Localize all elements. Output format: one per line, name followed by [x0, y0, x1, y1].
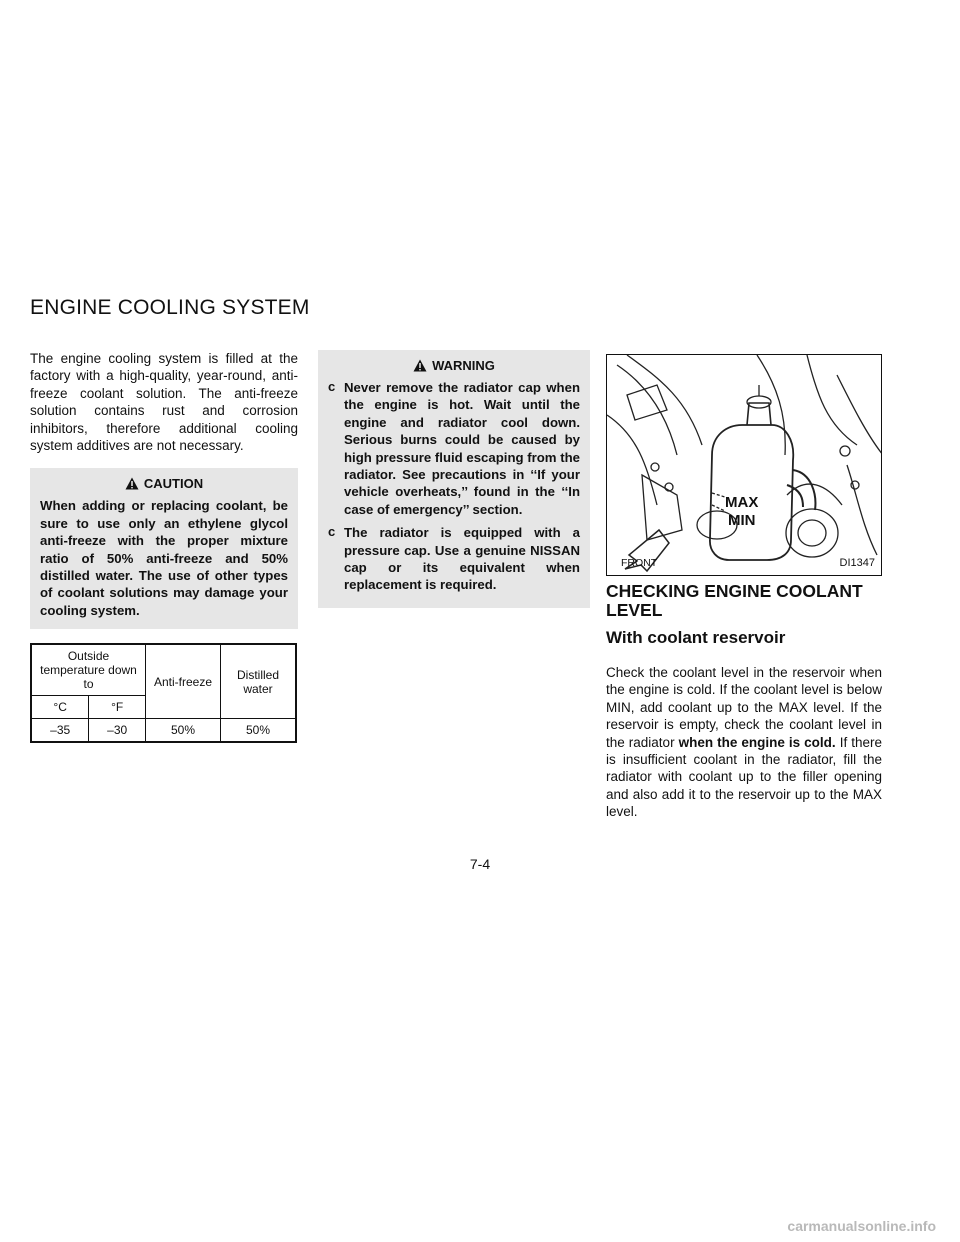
- checking-heading: CHECKING ENGINE COOLANT LEVEL: [606, 581, 863, 620]
- section-title: ENGINE COOLING SYSTEM: [30, 296, 310, 319]
- warning-box: [318, 350, 590, 608]
- caution-heading-text: CAUTION: [143, 476, 204, 492]
- caution-box: [30, 468, 298, 629]
- column-left: [30, 350, 298, 743]
- engine-bay-figure: [606, 354, 882, 576]
- min-label: MIN: [728, 512, 756, 529]
- warning-triangle-icon: [125, 477, 139, 490]
- checking-text-2: If there is insufficient coolant in the radiator, fill the radiator with coolant up to the filler opening and also add it to the reservoir up to the MAX level.: [606, 734, 882, 820]
- front-label: FRONT: [621, 557, 658, 569]
- column-middle: [318, 350, 590, 608]
- table-unit-c: °C: [31, 696, 89, 719]
- table-cell-antifreeze: 50%: [146, 719, 221, 743]
- checking-text-bold: when the engine is cold.: [678, 734, 836, 750]
- checking-paragraph: [606, 664, 882, 821]
- warning-heading: [328, 358, 580, 373]
- bullet-marker: c: [328, 379, 336, 394]
- warning-item: [328, 379, 580, 518]
- table-unit-f: °F: [89, 696, 146, 719]
- warning-item-text: The radiator is equipped with a pressure cap. Use a genuine NISSAN cap or its equivalent when replacement is required.: [344, 525, 580, 593]
- reservoir-subheading: With coolant reservoir: [606, 628, 786, 647]
- max-label: MAX: [725, 494, 759, 511]
- table-cell-water: 50%: [221, 719, 297, 743]
- warning-item: [328, 524, 580, 594]
- bullet-marker: c: [328, 524, 336, 540]
- table-header-temperature: Outside temperature down to: [31, 644, 146, 696]
- caution-body: When adding or replacing coolant, be sure to use only an ethylene glycol anti-freeze with the proper mixture ratio of 50% anti-freeze and 50% distilled water. The use of other types of coolant solutions may damage your cooling system.: [40, 498, 288, 618]
- table-cell-c: –35: [31, 719, 89, 743]
- page-number: 7-4: [469, 856, 491, 872]
- checking-text-1: Check the coolant level in the reservoir when the engine is cold. If the coolant level is below MIN, add coolant up to the MAX level. If the reservoir is empty, check the coolant level in the radiator: [606, 665, 882, 750]
- caution-heading: [40, 476, 288, 491]
- intro-paragraph: The engine cooling system is filled at the factory with a high-quality, year-round, anti-freeze coolant solution. The anti-freeze solution contains rust and corrosion inhibitors, therefore additional cooling system additives are not necessary.: [30, 351, 298, 454]
- watermark: carmanualsonline.info: [787, 1218, 936, 1234]
- warning-triangle-icon: [413, 359, 427, 372]
- table-header-water: Distilled water: [221, 644, 297, 719]
- warning-item-text: Never remove the radiator cap when the engine is hot. Wait until the engine and radiator cool down. Serious burns could be caused by high pressure fluid escaping from the radiator. See precautions in ‘‘If your vehicle overheats,’’ found in the ‘‘In case of emergency’’ section.: [344, 380, 580, 517]
- warning-heading-text: WARNING: [432, 358, 495, 373]
- table-header-antifreeze: Anti-freeze: [146, 644, 221, 719]
- figure-code: DI1347: [839, 557, 875, 569]
- table-cell-f: –30: [89, 719, 146, 743]
- engine-bay-illustration: [607, 355, 882, 576]
- mixture-table: [30, 643, 297, 743]
